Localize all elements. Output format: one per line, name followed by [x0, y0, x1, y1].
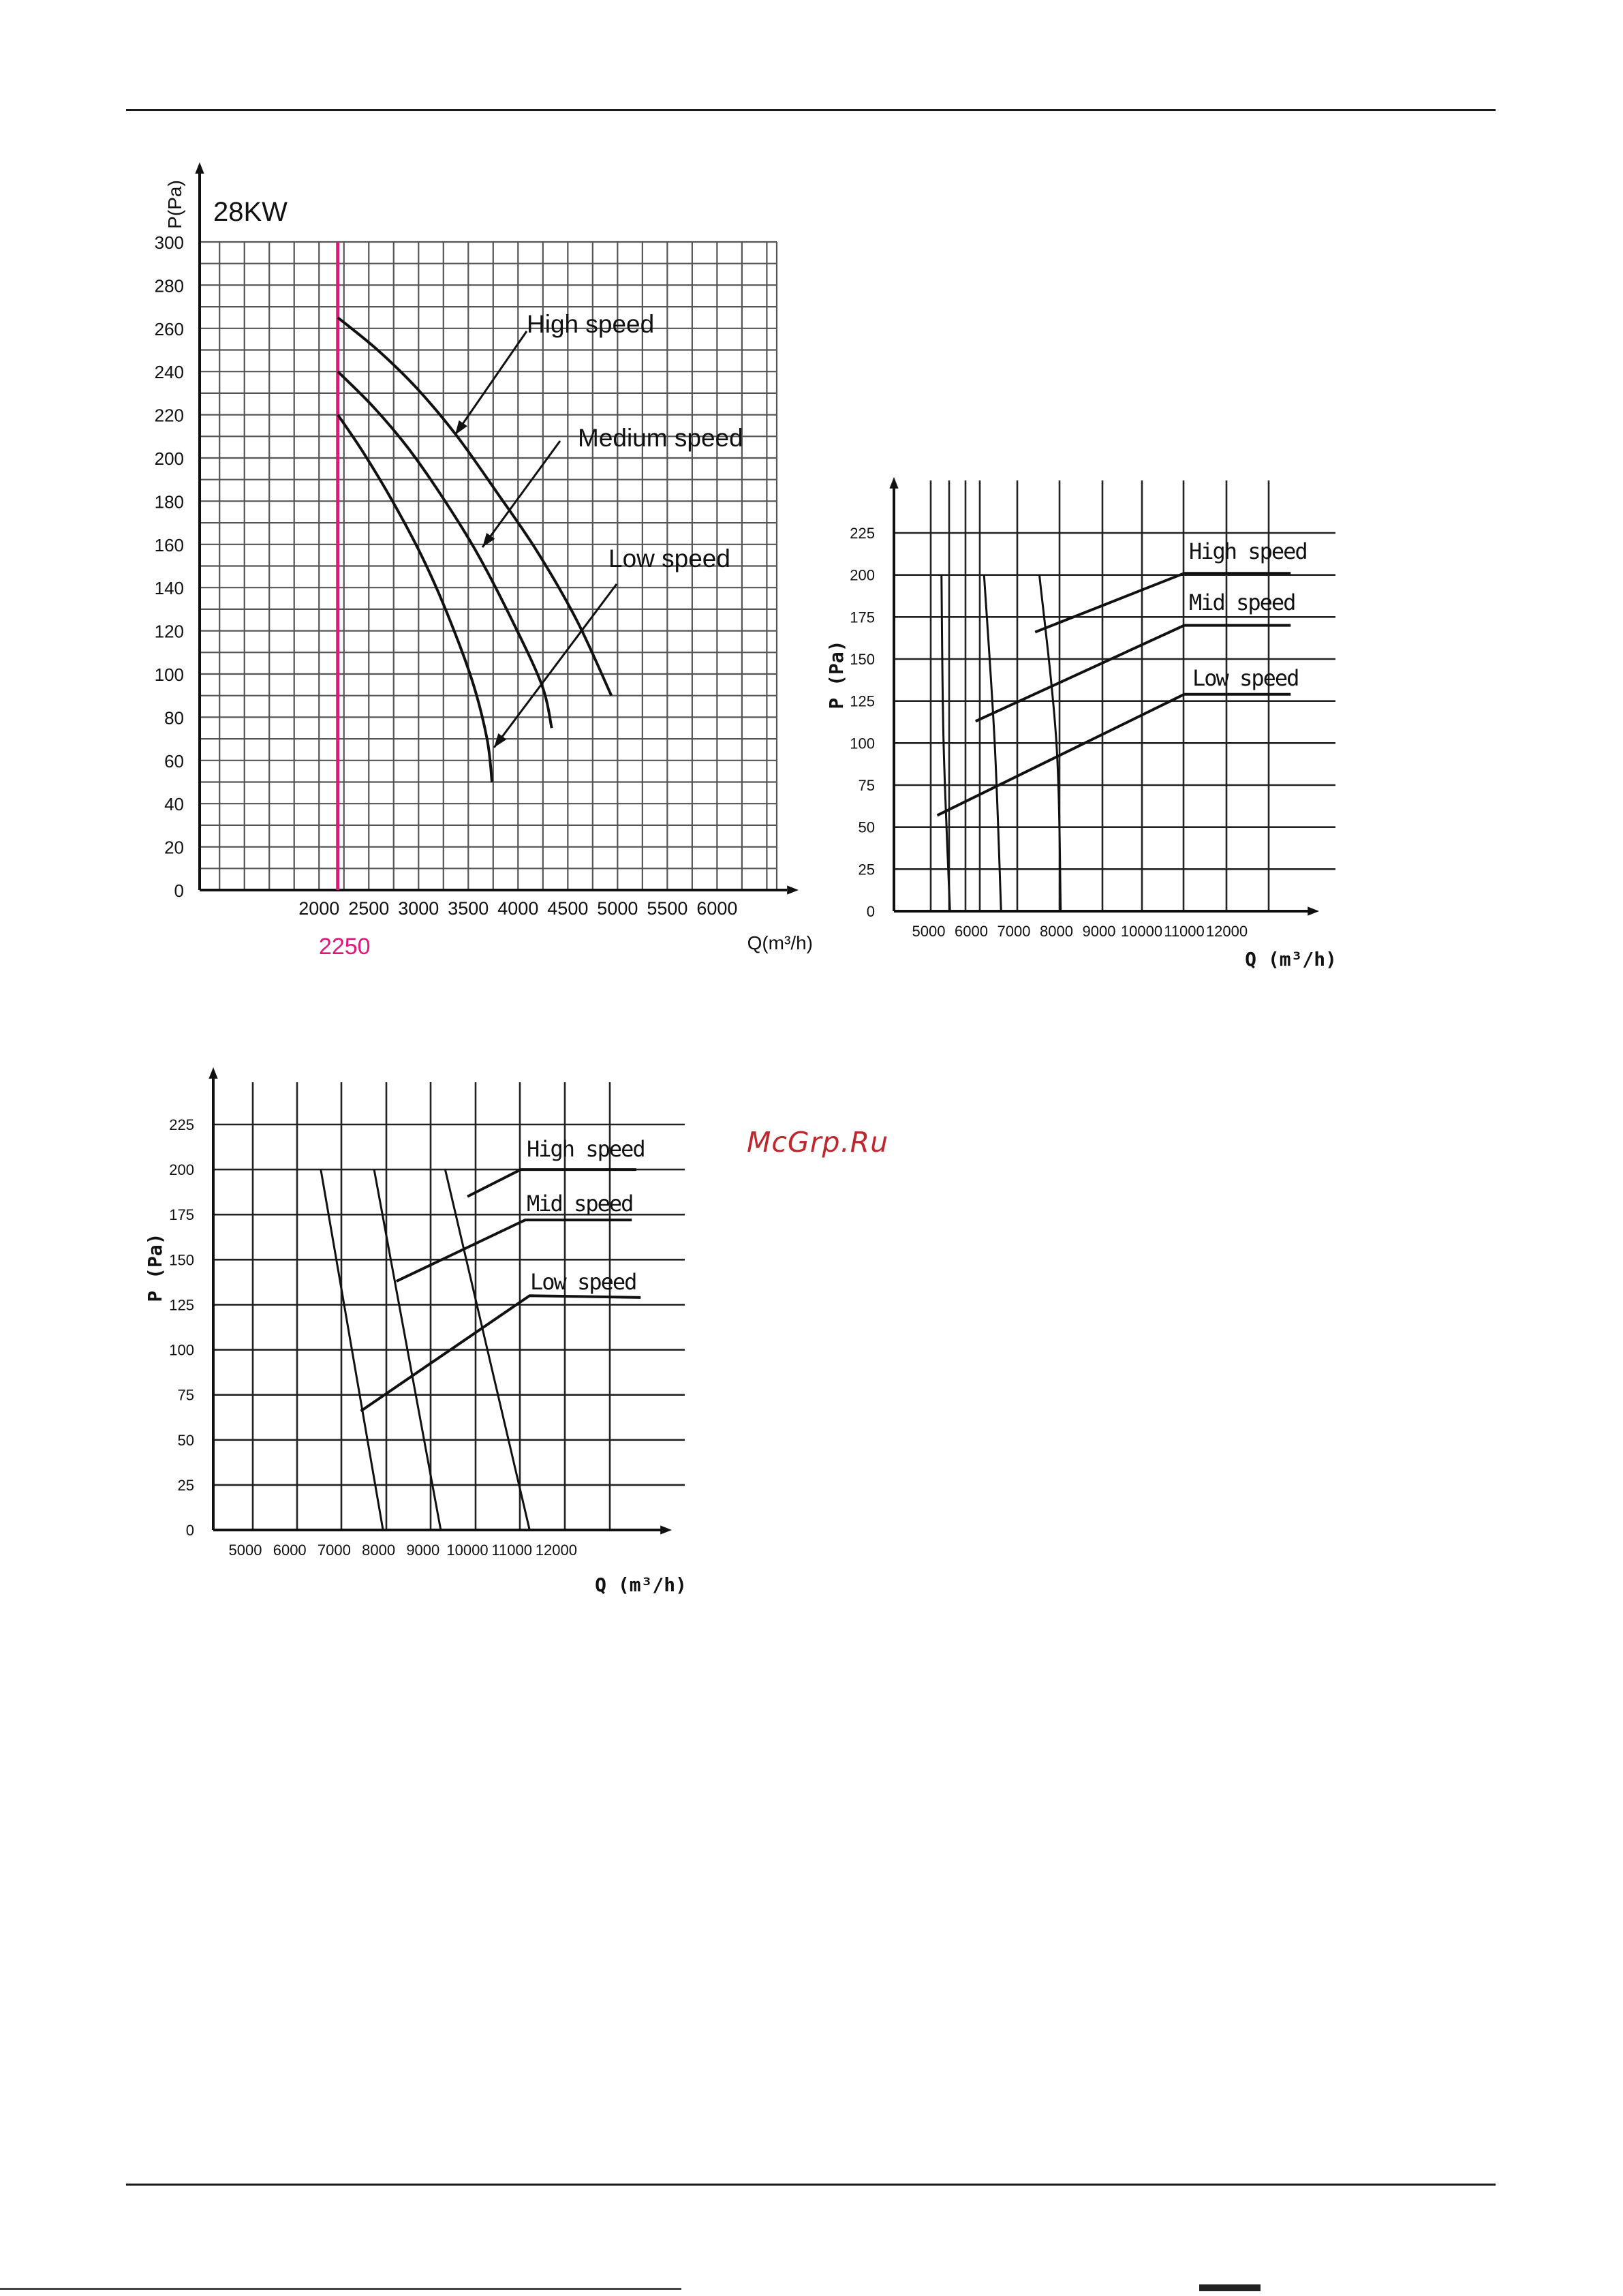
y-tick-label: 25	[858, 861, 875, 878]
y-tick-label: 200	[169, 1161, 194, 1179]
y-tick-label: 280	[154, 275, 184, 296]
x-tick-label: 5000	[912, 923, 946, 940]
speed-line-2	[361, 1296, 641, 1411]
y-tick-label: 160	[154, 534, 184, 555]
y-tick-label: 180	[154, 491, 184, 512]
y-tick-label: 300	[154, 232, 184, 253]
x-tick-label: 5000	[597, 898, 638, 919]
y-tick-label: 50	[177, 1431, 194, 1449]
y-tick-label: 100	[169, 1341, 194, 1359]
x-tick-label: 10000	[1120, 923, 1163, 940]
x-tick-label: 7000	[317, 1542, 351, 1559]
y-tick-label: 100	[154, 664, 184, 685]
y-tick-label: 150	[169, 1251, 194, 1269]
x-axis-label: Q(m³/h)	[747, 932, 813, 953]
x-tick-label: 12000	[535, 1542, 577, 1559]
y-tick-label: 75	[177, 1386, 194, 1404]
y-tick-label: 120	[154, 621, 184, 642]
y-tick-label: 150	[850, 651, 875, 668]
y-tick-label: 0	[185, 1522, 194, 1539]
y-tick-label: 225	[169, 1116, 194, 1133]
series-label: Low speed	[530, 1269, 636, 1295]
y-tick-label: 175	[169, 1206, 194, 1224]
y-tick-label: 125	[850, 692, 875, 710]
x-tick-label: 8000	[1040, 923, 1073, 940]
y-tick-label: 220	[154, 405, 184, 426]
marker-label: 2250	[318, 934, 371, 960]
series-label: Medium speed	[578, 424, 743, 452]
series-label: Low speed	[1192, 665, 1299, 691]
x-tick-label: 9000	[406, 1542, 440, 1559]
y-tick-label: 240	[154, 362, 184, 383]
x-tick-label: 3000	[398, 898, 439, 919]
x-tick-label: 10000	[446, 1542, 489, 1559]
x-tick-label: 11000	[1164, 923, 1205, 940]
y-tick-label: 50	[858, 818, 875, 836]
y-tick-label: 75	[858, 777, 875, 794]
y-tick-label: 25	[177, 1476, 194, 1494]
y-tick-label: 20	[164, 837, 184, 858]
x-axis-label: Q (m³/h)	[595, 1574, 687, 1596]
x-tick-label: 9000	[1082, 923, 1116, 940]
x-tick-label: 5500	[647, 898, 688, 919]
x-axis-arrow	[660, 1525, 672, 1534]
x-tick-label: 6000	[273, 1542, 307, 1559]
x-tick-label: 5000	[228, 1542, 262, 1559]
y-axis-arrow	[208, 1067, 217, 1079]
y-tick-label: 225	[850, 525, 875, 542]
x-tick-label: 7000	[997, 923, 1031, 940]
series-label: Mid speed	[1189, 590, 1295, 615]
x-tick-label: 4500	[547, 898, 589, 919]
x-tick-label: 11000	[491, 1542, 532, 1559]
footer-mark	[1199, 2284, 1261, 2291]
x-axis-label: Q (m³/h)	[1245, 948, 1337, 970]
y-tick-label: 125	[169, 1296, 194, 1314]
footer-rule	[126, 2184, 1496, 2186]
series-label: Mid speed	[527, 1191, 633, 1216]
y-axis-label: P (Pa)	[825, 640, 848, 709]
y-axis-label: P(Pa)	[164, 180, 185, 229]
x-tick-label: 2500	[348, 898, 390, 919]
series-label: Low speed	[608, 545, 730, 572]
y-tick-label: 80	[164, 707, 184, 729]
x-tick-label: 4000	[497, 898, 539, 919]
y-tick-label: 0	[174, 881, 184, 901]
y-axis-label: P (Pa)	[144, 1233, 166, 1302]
y-tick-label: 200	[850, 566, 875, 584]
y-tick-label: 140	[154, 578, 184, 599]
y-tick-label: 40	[164, 794, 184, 815]
watermark: McGrp.Ru	[747, 1126, 889, 1159]
x-tick-label: 6000	[955, 923, 988, 940]
x-tick-label: 12000	[1205, 923, 1248, 940]
x-tick-label: 6000	[696, 898, 738, 919]
x-tick-label: 2000	[298, 898, 340, 919]
y-tick-label: 100	[850, 735, 875, 752]
series-label: High speed	[527, 310, 655, 338]
y-tick-label: 0	[866, 903, 875, 920]
y-tick-label: 60	[164, 750, 184, 771]
chart-title: 28KW	[213, 197, 288, 227]
page-edge-rule	[0, 2288, 681, 2290]
series-label: High speed	[527, 1136, 645, 1162]
y-tick-label: 200	[154, 448, 184, 469]
y-tick-label: 175	[850, 609, 875, 626]
y-tick-label: 260	[154, 318, 184, 339]
series-label: High speed	[1189, 538, 1307, 564]
x-tick-label: 3500	[448, 898, 489, 919]
x-tick-label: 8000	[362, 1542, 396, 1559]
